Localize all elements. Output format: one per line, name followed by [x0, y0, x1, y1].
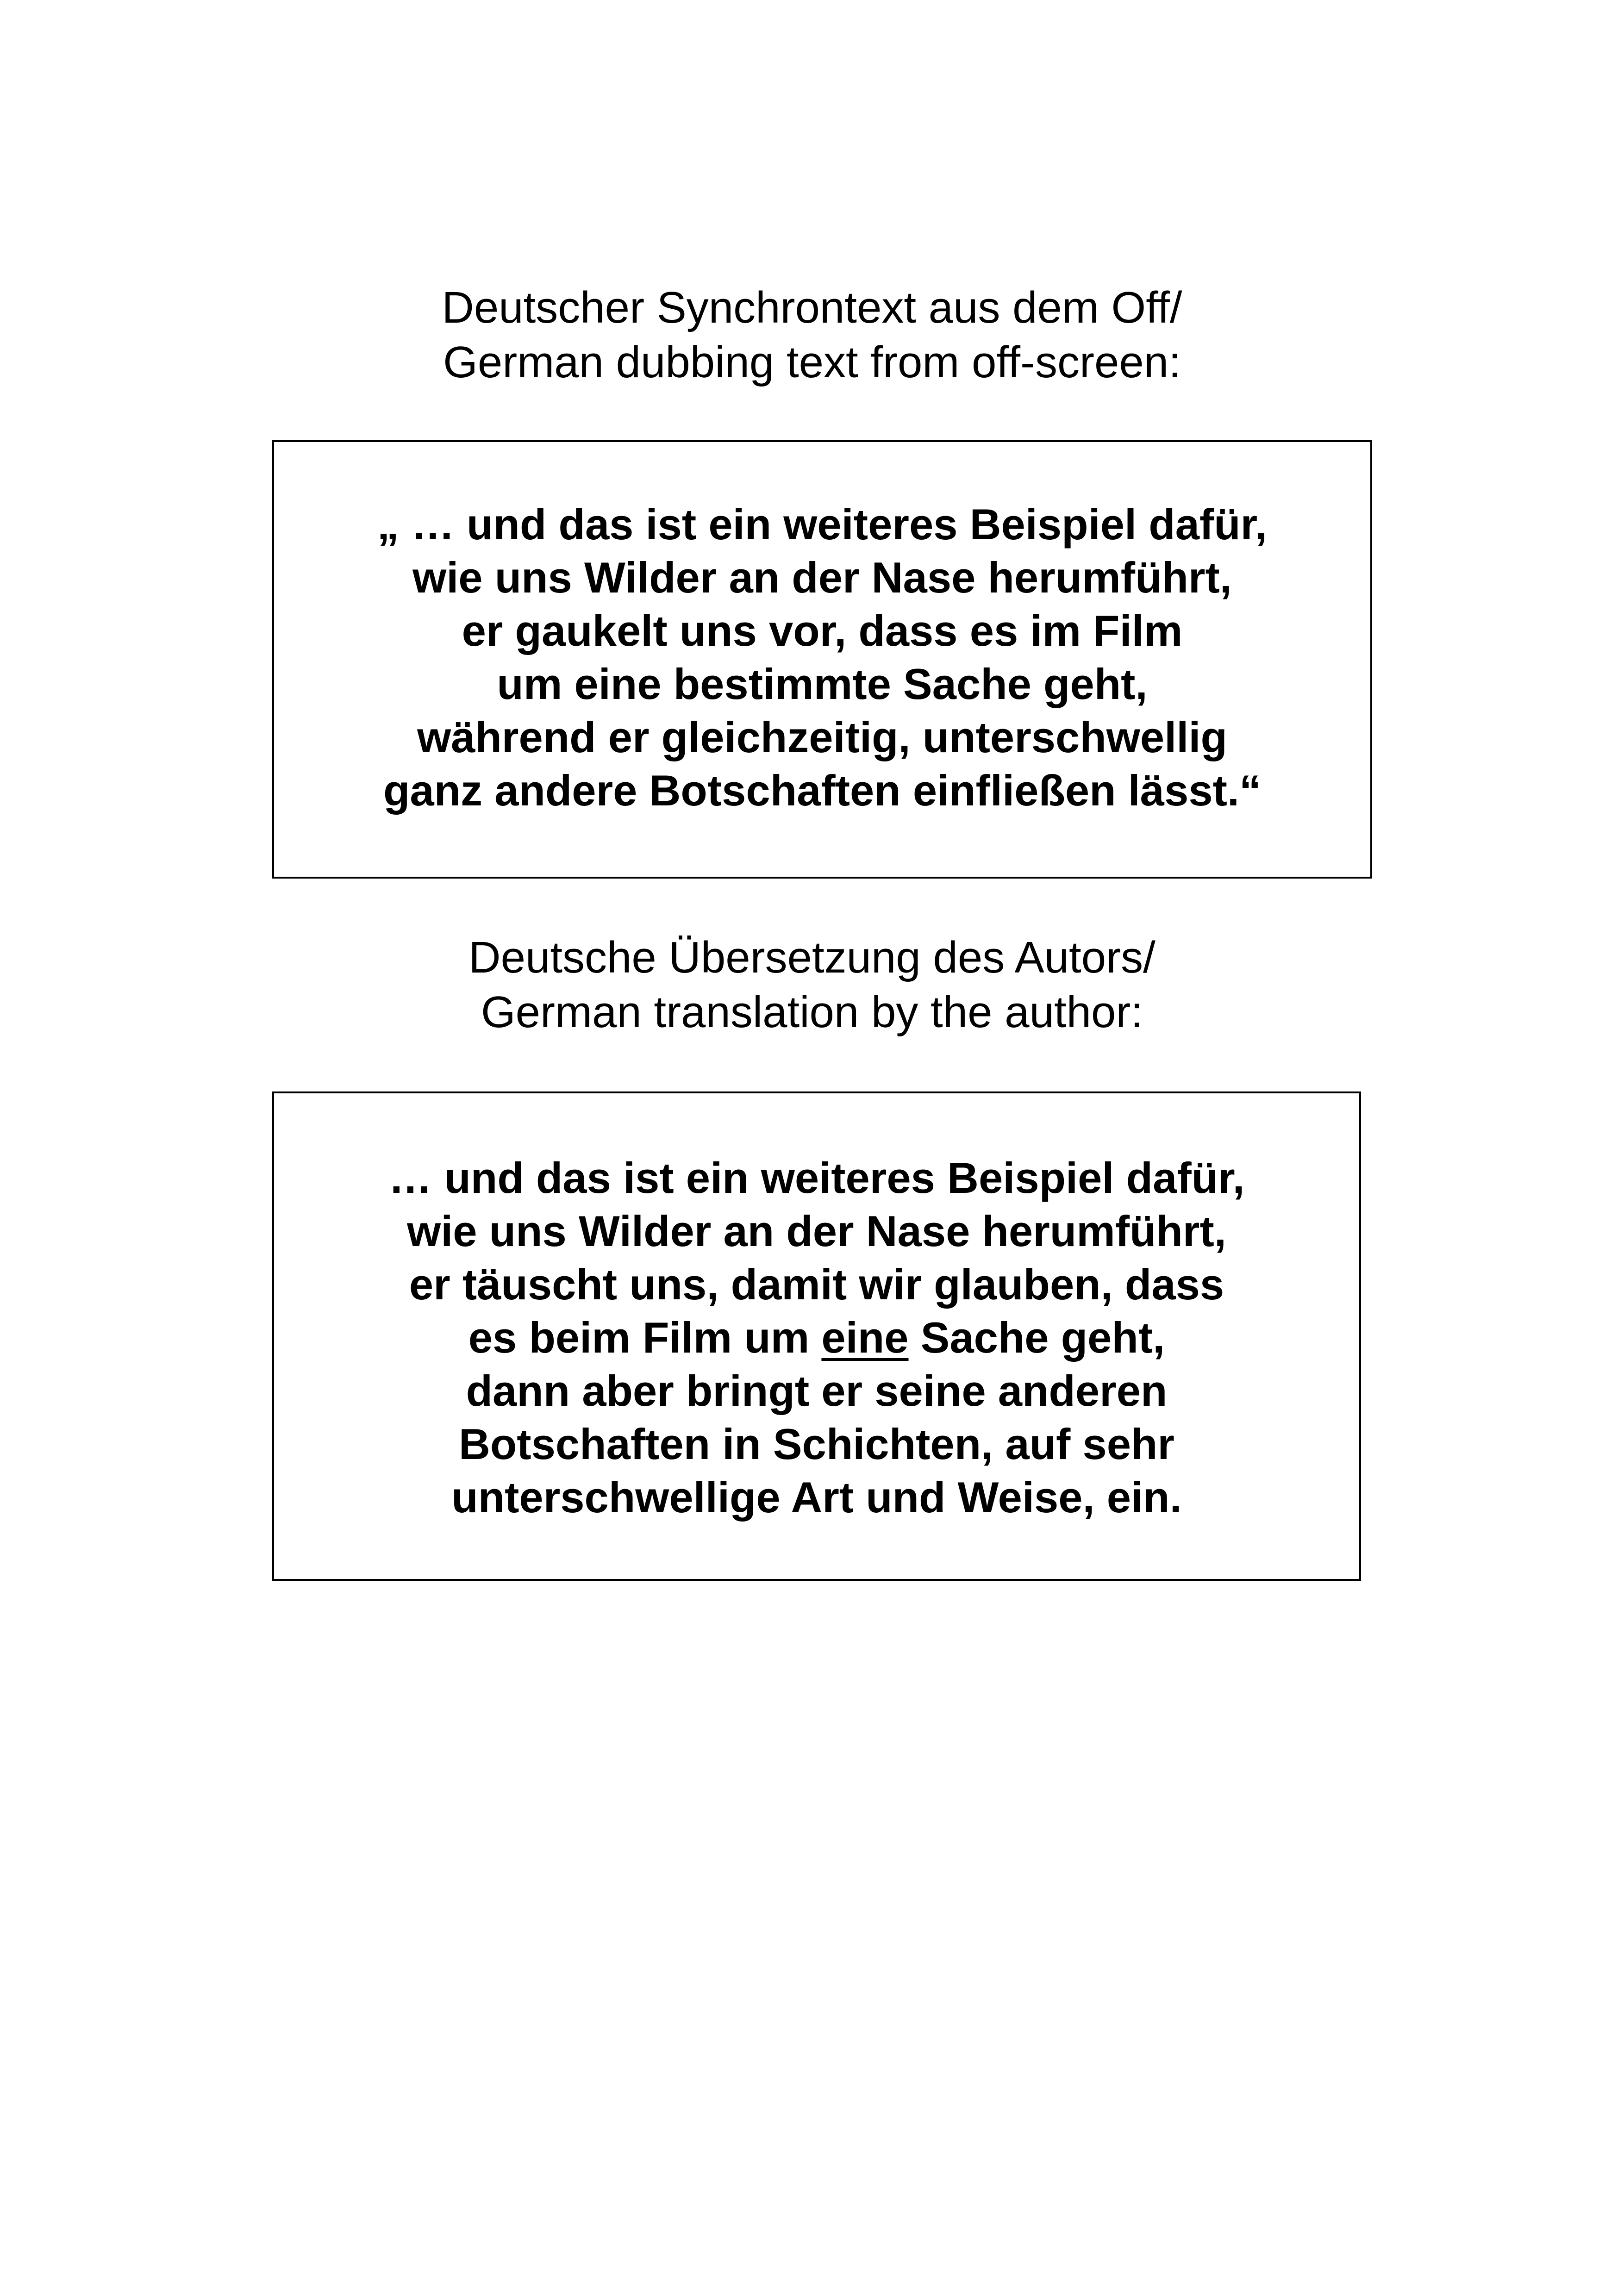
quote-line-with-emphasis — [274, 1311, 1359, 1364]
caption-line: Deutsche Übersetzung des Autors/ — [468, 933, 1156, 982]
quote-line: unterschwellige Art und Weise, ein. — [451, 1473, 1182, 1522]
quote-box-dubbing-text — [272, 440, 1372, 879]
quote-line: wie uns Wilder an der Nase herumführt, — [407, 1207, 1226, 1255]
quote-fragment: Sache geht, — [908, 1313, 1165, 1362]
caption-line: German translation by the author: — [481, 987, 1143, 1037]
quote-box-author-translation — [272, 1091, 1361, 1581]
quote-line: … und das ist ein weiteres Beispiel dafür, — [388, 1154, 1245, 1202]
quote-line: ganz andere Botschaften einfließen lässt.“ — [383, 766, 1262, 815]
quote-fragment: es beim Film um — [468, 1313, 822, 1362]
quote-line: er täuscht uns, damit wir glauben, dass — [409, 1260, 1224, 1309]
quote-line: er gaukelt uns vor, dass es im Film — [462, 606, 1183, 655]
quote-line: „ … und das ist ein weiteres Beispiel dafür, — [377, 500, 1268, 549]
quote-text — [274, 498, 1370, 817]
quote-line: während er gleichzeitig, unterschwellig — [417, 713, 1227, 761]
emphasized-word: eine — [821, 1313, 909, 1362]
caption-author-translation — [0, 930, 1624, 1040]
quote-line: um eine bestimmte Sache geht, — [497, 660, 1148, 708]
caption-line: German dubbing text from off-screen: — [443, 337, 1181, 387]
quote-line: dann aber bringt er seine anderen — [466, 1366, 1168, 1415]
quote-text — [274, 1151, 1359, 1524]
caption-line: Deutscher Synchrontext aus dem Off/ — [442, 283, 1182, 332]
quote-line: wie uns Wilder an der Nase herumführt, — [412, 553, 1232, 602]
caption-dubbing-text — [0, 281, 1624, 390]
quote-line: Botschaften in Schichten, auf sehr — [458, 1420, 1175, 1468]
